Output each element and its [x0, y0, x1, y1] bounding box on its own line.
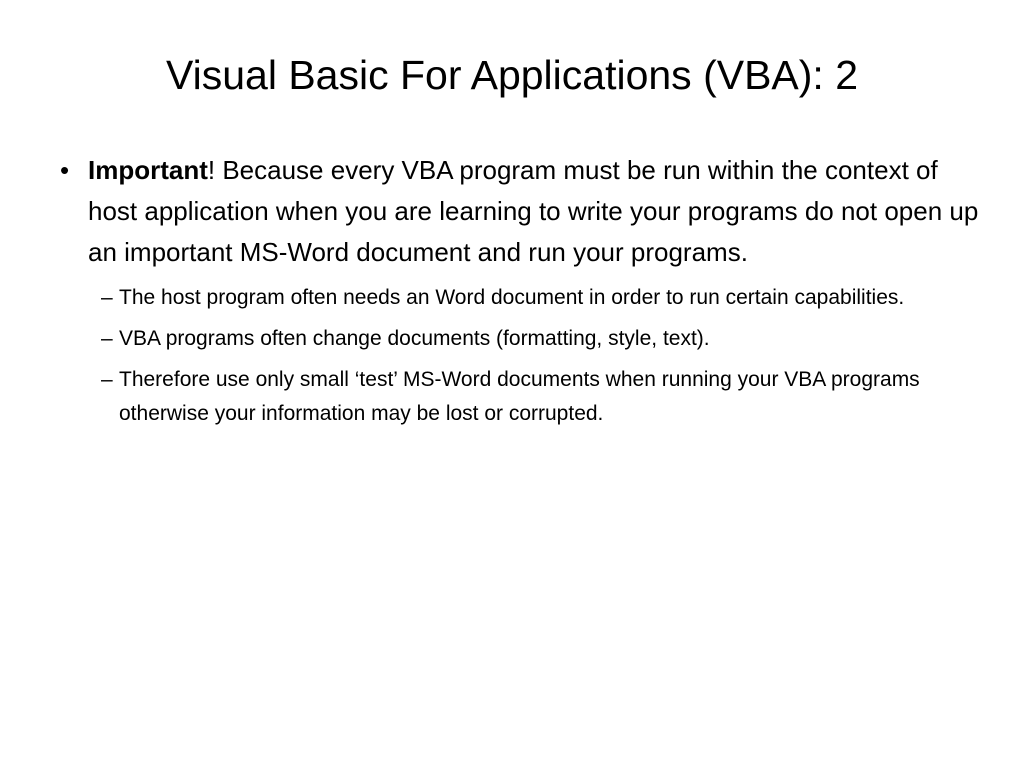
sub-bullet-text: The host program often needs an Word document in order to run certain capabilities. — [119, 286, 905, 309]
sub-bullet-list — [60, 281, 980, 431]
sub-bullet-text: VBA programs often change documents (formatting, style, text). — [119, 327, 710, 350]
bullet-icon: • — [60, 155, 70, 185]
bullet-emphasis: Important — [88, 155, 208, 185]
slide-body — [60, 150, 980, 438]
sub-bullet-item — [101, 281, 980, 315]
bullet-item — [60, 150, 980, 273]
dash-icon: – — [101, 368, 113, 391]
sub-bullet-text: Therefore use only small ‘test’ MS-Word documents when running your VBA programs otherwise your information may be lost or corrupted. — [119, 368, 920, 425]
dash-icon: – — [101, 327, 113, 350]
bullet-text: ! Because every VBA program must be run within the context of host application when you are learning to write your programs do not open up an important MS-Word document and run your programs. — [88, 155, 979, 267]
dash-icon: – — [101, 286, 113, 309]
sub-bullet-item — [101, 322, 980, 356]
sub-bullet-item — [101, 363, 980, 431]
slide-title: Visual Basic For Applications (VBA): 2 — [166, 52, 858, 98]
